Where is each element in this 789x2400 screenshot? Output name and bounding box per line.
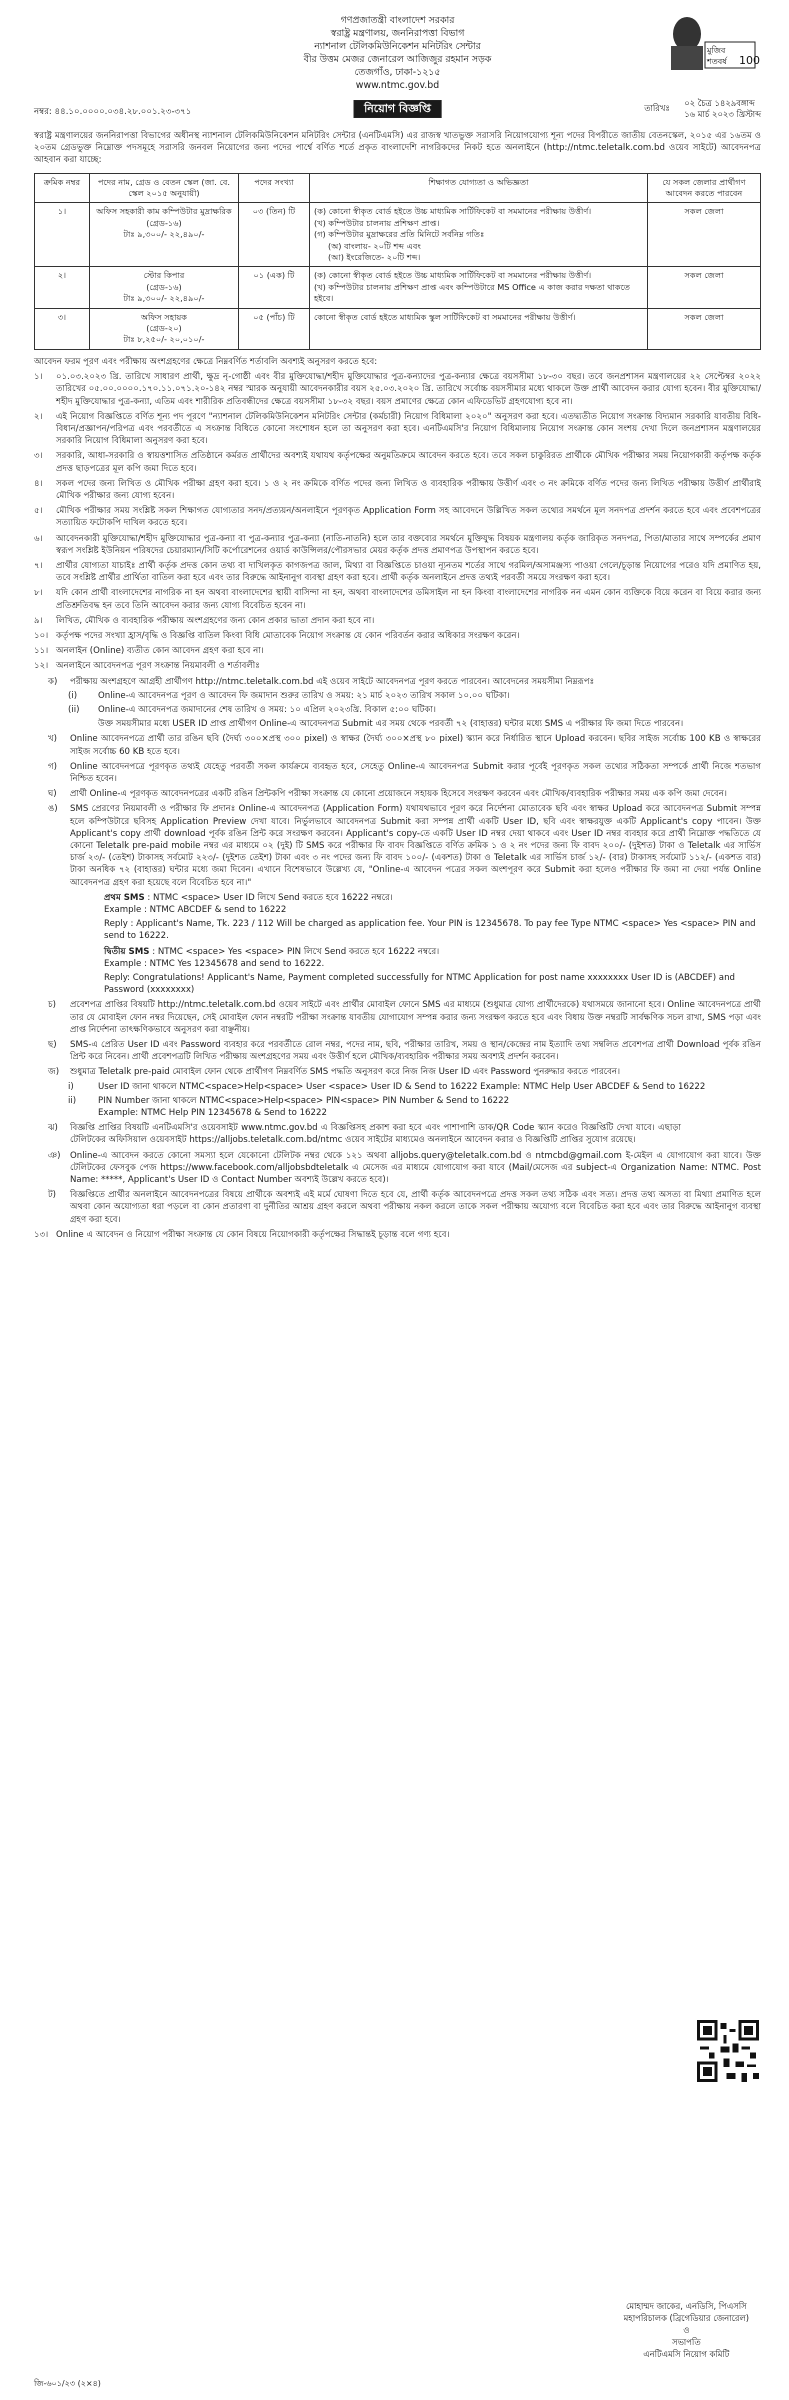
date-label: তারিখঃ — [644, 103, 670, 113]
item-number: ৫। — [34, 506, 43, 517]
row-count: ০১ (এক) টি — [239, 267, 310, 308]
condition-item — [34, 660, 761, 672]
rule-text: বিজ্ঞপ্তিতে প্রার্থীর অনলাইনে আবেদনপত্রের বিষয়ে প্রার্থীকে অবশ্যই এই মর্মে ঘোষণা দিতে হবে যে, প্রার্থী কর্তৃক আবেদনপত্রে প্রদত্ত সকল তথ্য সঠিক এবং সত্য। প্রদত্ত তথ্য অসত্য বা মিথ্যা প্রমাণিত হলে অথবা কোন অযোগ্যতা ধরা পড়লে বা কোন প্রতারণা বা দুর্নীতির আশ্রয় গ্রহণ করলে অথবা পরীক্ষায় নকল করলে তাকে সকল পরীক্ষায় অযোগ্য বলে বিবেচিত করা হবে এবং তার বিরুদ্ধে আইনানুগ ব্যবস্থা গ্রহণ করা হবে। — [70, 1190, 761, 1225]
table-row — [35, 203, 761, 267]
col-qualification: শিক্ষাগত যোগ্যতা ও অভিজ্ঞতা — [310, 173, 648, 203]
qual-line: (খ) কম্পিউটার চালনায় প্রশিক্ষণ প্রাপ্ত এবং কম্পিউটারে MS Office এ কাজ করার দক্ষতা থাকতে হইবে। — [314, 281, 631, 304]
row-serial: ১। — [35, 203, 90, 267]
notice-date — [644, 98, 761, 120]
condition-item — [34, 450, 761, 474]
item-text: ০১.০৩.২০২৩ খ্রি. তারিখে সাধারণ প্রার্থী, ক্ষুদ্র নৃ-গোষ্ঠী এবং বীর মুক্তিযোদ্ধা/শহীদ মুক্তিযোদ্ধার পুত্র-কন্যাদের পুত্র-কন্যার ক্ষেত্রে বয়সসীমা ১৮-৩০ বছর। তবে জনপ্রশাসন মন্ত্রণালয়ের ২২ সেপ্টেম্বর ২০২২ তারিখের ০৫.০০.০০০০.১৭০.১১.০৭১.২০-১৪২ নম্বর স্মারক অনুযায়ী আবেদনকারীর বয়স ২৫.০৩.২০২০ খ্রি. তারিখে সর্বোচ্চ বয়সসীমার মধ্যে থাকলে উক্ত প্রার্থী আবেদন করার যোগ্য হবেন। বীর মুক্তিযোদ্ধা/শহীদ মুক্তিযোদ্ধার পুত্র-কন্যা, এতিম এবং শারীরিক প্রতিবন্ধীদের ক্ষেত্রে বয়সসীমা ১৮-৩২ বছর। বয়স প্রমাণের ক্ষেত্রে কোন এফিডেভিট গ্রহণযোগ্য হবে না। — [56, 372, 761, 407]
item-text: Online এ আবেদন ও নিয়োগ পরীক্ষা সংক্রান্ত যে কোন বিষয়ে নিয়োগকারী কর্তৃপক্ষের সিদ্ধান্তই চূড়ান্ত বলে গণ্য হবে। — [56, 1229, 450, 1240]
row-qualification — [310, 267, 648, 308]
row-districts: সকল জেলা — [648, 203, 761, 267]
item-text: যদি কোন প্রার্থী বাংলাদেশের নাগরিক না হন অথবা বাংলাদেশের স্থায়ী বাসিন্দা না হন, অথবা বাংলাদেশের ডমিসাইল না হন কিংবা বাংলাদেশের নাগরিক নন এমন কোন ব্যক্তিকে বিয়ে করেন বা বিয়ে করার জন্য প্রতিশ্রুতিবদ্ধ হন তবে তিনি আবেদন করার জন্য যোগ্য বিবেচিত হবেন না। — [56, 588, 761, 611]
online-rule-gha: ঘ) প্রার্থী Online-এ পূরণকৃত আবেদনপত্রের একটি রঙিন প্রিন্টকপি পরীক্ষা সংক্রান্ত যে কোনো প্রয়োজনে সহায়ক হিসেবে সংরক্ষণ করবেন এবং মৌখিক/ব্যবহারিক পরীক্ষার সময় এক কপি জমা দেবেন। — [34, 788, 761, 800]
item-text: কর্তৃপক্ষ পদের সংখ্যা হ্রাস/বৃদ্ধি ও বিজ্ঞপ্তি বাতিল কিংবা বিধি মোতাবেক নিয়োগ সংক্রান্ত যে কোন পরিবর্তন করার অধিকার সংরক্ষণ করেন। — [56, 630, 520, 641]
item-text: সকল পদের জন্য লিখিত ও মৌখিক পরীক্ষা গ্রহণ করা হবে। ১ ও ২ নং ক্রমিকে বর্ণিত পদের জন্য লিখিত ও ব্যবহারিক পরীক্ষায় উত্তীর্ণ এবং ৩ নং ক্রমিকে বর্ণিত পদের জন্য লিখিত পরীক্ষায় উত্তীর্ণ প্রার্থীরাই মৌখিক পরীক্ষার জন্য যোগ্য হবেন। — [56, 478, 761, 501]
row-count: ০৩ (তিন) টি — [239, 203, 310, 267]
conditions-intro: আবেদন ফরম পূরণ এবং পরীক্ষায় অংশগ্রহণের ক্ষেত্রে নিম্নবর্ণিত শর্তাবলি অবশ্যই অনুসরণ করতে হবে: — [34, 356, 378, 367]
online-rule-uma: ঙ) SMS প্রেরণের নিয়মাবলী ও পরীক্ষার ফি প্রদানঃ Online-এ আবেদনপত্র (Application Form) যথাযথভাবে পূরণ করে নির্দেশনা মোতাবেক ছবি এবং স্বাক্ষর Upload করে আবেদনপত্র Submit সম্পন্ন হলে কম্পিউটারে ছবিসহ Application Preview দেখা যাবে। নির্ভুলভাবে আবেদনপত্র Submit করা সম্পন্ন প্রার্থী একটি User ID, ছবি এবং স্বাক্ষরযুক্ত একটি Applicant's copy পাবেন। উক্ত Applicant's copy প্রার্থী download পূর্বক রঙিন প্রিন্ট করে সংরক্ষণ করবেন। Applicant's copy-তে একটি User ID নম্বর দেয়া থাকবে এবং User ID নম্বর ব্যবহার করে প্রার্থী নিম্নোক্ত পদ্ধতিতে যে কোনো Teletalk pre-paid mobile নম্বর এর মাধ্যমে ০২ (দুই) টি SMS করে পরীক্ষার ফি বাবদ বিজ্ঞপ্তিতে বর্ণিত ক্রমিক ১ ও ২ নং পদের জন্য ফি বাবদ ২০০/- (দুইশত) টাকা ও Teletalk এর সার্ভিস চার্জ ২৩/- (তেইশ) টাকাসহ সর্বমোট ২২৩/- (দুইশত তেইশ) টাকা এবং ৩ নং পদের জন্য ফি বাবদ ১০০/- (একশত) টাকা ও Teletalk এর সার্ভিস চার্জ ১২/- (বার) টাকাসহ সর্বমোট ১১২/- (একশত বার) টাকা অনধিক ৭২ (বাহাত্তর) ঘন্টার মধ্যে জমা দিবেন। এখানে বিশেষভাবে উল্লেখ্য যে, "Online-এ আবেদন পত্রের সকল অংশপূরণ করে Submit করা হলেও পরীক্ষার ফি জমা না দেয়া পর্যন্ত Online আবেদনপত্র গ্রহণ করা হয়েছে বলে বিবেচিত হবে না।" — [48, 804, 762, 888]
item-number: ৯। — [34, 615, 43, 626]
rule-text: Online-এ আবেদন করতে কোনো সমস্যা হলে যেকোনো টেলিটক নম্বর থেকে ১২১ অথবা alljobs.query@teletalk.com.bd ও ntmcbd@gmail.com ই-মেইল এ যোগাযোগ করা যাবে। উক্ত টেলিটকের ফেসবুক পেজ https://www.facebook.com/alljobsbdteletalk এ মেসেজ এর মাধ্যমে যোগাযোগ করা যাবে (Mail/মেসেজ এর subject-এ Organization Name: NTMC. Post Name: *****, Applicant's User ID ও Contact Number অবশ্যই উল্লেখ করতে হবে)। — [70, 1150, 761, 1186]
col-districts: যে সকল জেলার প্রার্থীগণ আবেদন করতে পারবেন — [648, 173, 761, 203]
item-number: ৩। — [34, 451, 43, 462]
condition-item — [34, 505, 761, 529]
qual-line: (ক) কোনো স্বীকৃত বোর্ড হইতে উচ্চ মাধ্যমিক সার্টিফিকেট বা সমমানের পরীক্ষায় উত্তীর্ণ। — [314, 270, 592, 281]
rule-text: বিজ্ঞপ্তি প্রাপ্তির বিষয়টি এনটিএমসি'র ওয়েবসাইট www.ntmc.gov.bd এ বিজ্ঞপ্তিসহ প্রকাশ করা হবে এবং পাশাপাশি ডাক/QR Code স্ক্যান করেও বিজ্ঞপ্তিটি দেখা যাবে। এছাড়া টেলিটকের অফিসিয়াল ওয়েবসাইট https://alljobs.teletalk.com.bd/ntmc ওয়েব সাইটের মাধ্যমেও অনলাইনে আবেদন করার ও বিজ্ঞপ্তিটি প্রাপ্তির সুযোগ রয়েছে। — [70, 1123, 681, 1146]
online-rule-ja: জ) শুধুমাত্র Teletalk pre-paid মোবাইল ফোন থেকে প্রার্থীগণ নিম্নবর্ণিত SMS পদ্ধতি অনুসরণ করে নিজ নিজ User ID এবং Password পুনরুদ্ধার করতে পারবেন। — [34, 1066, 761, 1078]
notice-title: নিয়োগ বিজ্ঞপ্তি — [353, 100, 442, 118]
svg-text:শতবর্ষ: শতবর্ষ — [707, 57, 727, 66]
sms-format: : NTMC <space> User ID লিখে Send করতে হবে 16222 নম্বরে। — [147, 892, 393, 903]
header-line-road: বীর উত্তম মেজর জেনারেল আজিজুর রহমান সড়ক — [303, 54, 492, 65]
rule-text: Online আবেদনপত্রে প্রার্থী তার রঙিন ছবি (দৈর্ঘ্য ৩০০×প্রস্থ ৩০০ pixel) ও স্বাক্ষর (দৈর্ঘ্য ৩০০×প্রস্থ ৮০ pixel) স্ক্যান করে নির্ধারিত স্থানে Upload করবেন। ছবির সাইজ সর্বোচ্চ 100 KB ও স্বাক্ষরের সাইজ সর্বোচ্চ 60 KB হতে হবে। — [70, 734, 761, 757]
row-qualification — [310, 203, 648, 267]
item-text: এই নিয়োগ বিজ্ঞপ্তিতে বর্ণিত শূন্য পদ পূরণে "ন্যাশনাল টেলিকমিউনিকেশন মনিটরিং সেন্টার (কর্মচারী) নিয়োগ বিধিমালা ২০২০" অনুসরণ করা হবে। এতদ্ব্যতীত নিয়োগ সংক্রান্ত বিদ্যমান সরকারি যাবতীয় বিধি-বিধান/প্রজ্ঞাপন/পরিপত্র এবং পরবর্তীতে এ সংক্রান্ত বিধিতে কোনো সংশোধন হলে তা অনুসরণ করা হবে। এনটিএমসি'র নিয়োগ বিধিমালায় নিয়োগ সংক্রান্ত কোন সংশয় দেখা দিলে জনপ্রশাসন মন্ত্রণালয়ের সরকারি নিয়োগ বিধিমালা অনুসরণ করা হবে। — [56, 411, 761, 447]
online-rule-ga: গ) Online আবেদনপত্রে পূরণকৃত তথ্যই যেহেতু পরবর্তী সকল কার্যক্রমে ব্যবহৃত হবে, সেহেতু Online-এ আবেদনপত্র Submit করার পূর্বেই পূরণকৃত সকল তথ্যের সঠিকতা সম্পর্কে প্রার্থী নিজে শতভাগ নিশ্চিত হবেন। — [48, 761, 761, 784]
item-number: ৪। — [34, 478, 43, 489]
date-english: ১৬ মার্চ ২০২৩ খ্রিস্টাব্দ — [684, 109, 761, 119]
condition-item — [34, 645, 761, 657]
rule-text: PIN Number জানা থাকলে NTMC<space>Help<space> PIN<space> PIN Number & Send to 16222 — [98, 1095, 510, 1106]
committee-role: সভাপতি — [672, 2337, 701, 2347]
condition-item — [34, 371, 761, 408]
online-rule-ja-ii: ii) PIN Number জানা থাকলে NTMC<space>Help<space> PIN<space> PIN Number & Send to 16222 Example: NTMC Help PIN 12345678 & Send to 16222 — [68, 1095, 510, 1119]
condition-item — [34, 560, 761, 584]
condition-item — [34, 630, 761, 642]
qual-line: (অ) বাংলায়- ২০টি শব্দ এবং — [328, 240, 421, 251]
post-name: অফিস সহকারী কাম কম্পিউটার মুদ্রাক্ষরিক — [96, 206, 232, 217]
condition-item — [34, 533, 761, 557]
item-number: ১১। — [34, 646, 49, 657]
sms-reply: Reply: Congratulations! Applicant's Name, Payment completed successfully for NTMC Application for post name xxxxxxxx User ID is (ABCDEF) and Password (xxxxxxxx) — [104, 973, 735, 996]
online-rule-nya: ঞ) Online-এ আবেদন করতে কোনো সমস্যা হলে যেকোনো টেলিটক নম্বর থেকে ১২১ অথবা alljobs.query@teletalk.com.bd ও ntmcbd@gmail.com ই-মেইল এ যোগাযোগ করা যাবে। উক্ত টেলিটকের ফেসবুক পেজ https://www.facebook.com/alljobsbdteletalk এ মেসেজ এর মাধ্যমে যোগাযোগ করা যাবে (Mail/মেসেজ এর subject-এ Organization Name: NTMC. Post Name: *****, Applicant's User ID ও Contact Number অবশ্যই উল্লেখ করতে হবে)। — [48, 1150, 761, 1186]
online-rule-ja-i: i) User ID জানা থাকলে NTMC<space>Help<space> User <space> User ID & Send to 16222 Example: NTMC Help User ABCDEF & Send to 16222 — [34, 1081, 761, 1093]
sms-second — [34, 946, 761, 997]
rule-text: SMS প্রেরণের নিয়মাবলী ও পরীক্ষার ফি প্রদানঃ Online-এ আবেদনপত্র (Application Form) যথাযথভাবে পূরণ করে নির্দেশনা মোতাবেক ছবি এবং স্বাক্ষর Upload করে আবেদনপত্র Submit সম্পন্ন হলে কম্পিউটারে ছবিসহ Application Preview দেখা যাবে। নির্ভুলভাবে আবেদনপত্র Submit করা সম্পন্ন প্রার্থী একটি User ID, ছবি এবং স্বাক্ষরযুক্ত একটি Applicant's copy পাবেন। উক্ত Applicant's copy প্রার্থী download পূর্বক রঙিন প্রিন্ট করে সংরক্ষণ করবেন। Applicant's copy-তে একটি User ID নম্বর দেয়া থাকবে এবং User ID নম্বর ব্যবহার করে প্রার্থী নিম্নোক্ত পদ্ধতিতে যে কোনো Teletalk pre-paid mobile নম্বর এর মাধ্যমে ০২ (দুই) টি SMS করে পরীক্ষার ফি বাবদ বিজ্ঞপ্তিতে বর্ণিত ক্রমিক ১ ও ২ নং পদের জন্য ফি বাবদ ২০০/- (দুইশত) টাকা ও Teletalk এর সার্ভিস চার্জ ২৩/- (তেইশ) টাকাসহ সর্বমোট ২২৩/- (দুইশত তেইশ) টাকা এবং ৩ নং পদের জন্য ফি বাবদ ১০০/- (একশত) টাকা ও Teletalk এর সার্ভিস চার্জ ১২/- (বার) টাকাসহ সর্বমোট ১১২/- (একশত বার) টাকা অনধিক ৭২ (বাহাত্তর) ঘন্টার মধ্যে জমা দিবেন। এখানে বিশেষভাবে উল্লেখ্য যে, "Online-এ আবেদন পত্রের সকল অংশপূরণ করে Submit করা হলেও পরীক্ষার ফি জমা না দেয়া পর্যন্ত Online আবেদনপত্র গ্রহণ করা হয়েছে বলে বিবেচিত হবে না।" — [70, 804, 762, 888]
table-row — [35, 308, 761, 349]
intro-paragraph: স্বরাষ্ট্র মন্ত্রণালয়ের জননিরাপত্তা বিভাগের অধীনস্থ ন্যাশনাল টেলিকমিউনিকেশন মনিটরিং সেন্টার (এনটিএমসি) এর রাজস্ব খাতভুক্ত সরাসরি নিয়োগযোগ্য শূন্য পদের বিপরীতে জাতীয় বেতনস্কেল, ২০১৫ এর ১৬তম ও ২০তম গ্রেডভুক্ত নিম্নোক্ত পদসমূহে সরাসরি জনবল নিয়োগের জন্য পদের পার্শ্বে বর্ণিত শর্তে প্রকৃত বাংলাদেশি নাগরিকদের নিকট হতে অনলাইনে (http://ntmc.teletalk.com.bd ওয়েব সাইটে) আবেদনপত্র আহবান করা যাচ্ছে: — [34, 131, 761, 166]
row-serial: ৩। — [35, 308, 90, 349]
online-rule-ka-i: (i) Online-এ আবেদনপত্র পূরণ ও আবেদন ফি জমাদান শুরুর তারিখ ও সময়: ২১ মার্চ ২০২৩ তারিখ সকাল ১০.০০ ঘটিকা। — [34, 690, 761, 702]
online-rule-ka-note — [34, 718, 761, 730]
post-grade: (গ্রেড-১৬) — [146, 217, 182, 228]
rule-text: SMS-এ প্রেরিত User ID এবং Password ব্যবহার করে পরবর্তীতে রোল নম্বর, পদের নাম, ছবি, পরীক্ষার তারিখ, সময় ও স্থান/কেন্দ্রের নাম ইত্যাদি তথ্য সম্বলিত প্রবেশপত্র প্রার্থী Download পূর্বক রঙিন প্রিন্ট করে নিবেন। প্রার্থী প্রবেশপত্রটি লিখিত পরীক্ষায় অংশগ্রহণের সময় এবং উত্তীর্ণ হলে মৌখিক/ব্যবহারিক পরীক্ষার সময় অবশ্যই প্রদর্শন করবেন। — [70, 1040, 761, 1063]
rule-text: শুধুমাত্র Teletalk pre-paid মোবাইল ফোন থেকে প্রার্থীগণ নিম্নবর্ণিত SMS পদ্ধতি অনুসরণ করে নিজ নিজ User ID এবং Password পুনরুদ্ধার করতে পারবেন। — [70, 1067, 621, 1078]
sms-example: Example : NTMC ABCDEF & send to 16222 — [104, 905, 287, 916]
item-number: ৭। — [34, 560, 43, 571]
sms-reply: Reply : Applicant's Name, Tk. 223 / 112 Will be charged as application fee. Your PIN is 12345678. To pay fee Type NTMC <space> Yes <space> PIN and send to 16222. — [104, 919, 756, 942]
item-text: মৌখিক পরীক্ষার সময় সংশ্লিষ্ট সকল শিক্ষাগত যোগ্যতার সনদ/প্রত্যয়ন/অনলাইনে পূরণকৃত Application Form সহ আবেদনে উল্লিখিত সকল তথ্যের সমর্থনে মূল সনদপত্র প্রদর্শন করতে হবে এবং প্রবেশপত্রের সত্যায়িত ফটোকপি দাখিল করতে হবে। — [56, 506, 761, 529]
row-districts: সকল জেলা — [648, 267, 761, 308]
publication-code: জি-৬০১/২৩ (২×৪) — [34, 2378, 101, 2388]
condition-item-final — [34, 1229, 761, 1241]
rule-text: User ID জানা থাকলে NTMC<space>Help<space> User <space> User ID & Send to 16222 Example: NTMC Help User ABCDEF & Send to 16222 — [98, 1081, 706, 1092]
rule-text: উক্ত সময়সীমার মধ্যে USER ID প্রাপ্ত প্রার্থীগণ Online-এ আবেদনপত্র Submit এর সময় থেকে পরবর্তী ৭২ (বাহাত্তর) ঘন্টার মধ্যে SMS এ পরীক্ষার ফি জমা দিতে পারবেন। — [98, 719, 684, 730]
post-grade: (গ্রেড-১৬) — [146, 281, 182, 292]
condition-item — [34, 478, 761, 502]
col-post: পদের নাম, গ্রেড ও বেতন স্কেল (জা. বে. স্কেল ২০১৫ অনুযায়ী) — [90, 173, 239, 203]
svg-text:100: 100 — [739, 54, 760, 67]
reference-row — [34, 98, 761, 128]
header-line-area: তেজগাঁও, ঢাকা-১২১৫ — [354, 67, 441, 78]
condition-item — [34, 615, 761, 627]
item-number: ১। — [34, 372, 43, 383]
item-text: অনলাইন (Online) ব্যতীত কোন আবেদন গ্রহণ করা হবে না। — [56, 646, 264, 657]
signatory-and: ও — [683, 2325, 690, 2335]
memo-number: নম্বর: ৪৪.১০.০০০০.০৩৪.২৮.০০১.২৩-৩৭১ — [34, 107, 192, 117]
post-name: স্টোর কিপার — [143, 270, 185, 281]
condition-item — [34, 587, 761, 611]
signatory-name: মোহাম্মদ জাকের, এনডিসি, পিএসসি — [625, 2301, 747, 2311]
item-number: ১৩। — [34, 1229, 49, 1240]
table-header-row — [35, 173, 761, 203]
qr-code[interactable] — [697, 2020, 759, 2082]
sms-format: : NTMC <space> Yes <space> PIN লিখে Send করতে হবে 16222 নম্বরে। — [152, 946, 440, 957]
sms-label: দ্বিতীয় SMS — [104, 946, 150, 957]
office-header — [34, 14, 761, 92]
row-districts: সকল জেলা — [648, 308, 761, 349]
header-line-office: ন্যাশনাল টেলিকমিউনিকেশন মনিটরিং সেন্টার — [314, 41, 481, 52]
row-post — [90, 267, 239, 308]
post-name: অফিস সহায়ক — [140, 311, 188, 322]
online-rule-ka-ii: (ii) Online-এ আবেদনপত্র জমাদানের শেষ তারিখ ও সময়: ১০ এপ্রিল ২০২৩খ্রি. বিকাল ৫:০০ ঘটিকা। — [34, 704, 761, 716]
online-rule-chha: ছ) SMS-এ প্রেরিত User ID এবং Password ব্যবহার করে পরবর্তীতে রোল নম্বর, পদের নাম, ছবি, পরীক্ষার তারিখ, সময় ও স্থান/কেন্দ্রের নাম ইত্যাদি তথ্য সম্বলিত প্রবেশপত্র প্রার্থী Download পূর্বক রঙিন প্রিন্ট করে নিবেন। প্রার্থী প্রবেশপত্রটি লিখিত পরীক্ষায় অংশগ্রহণের সময় এবং উত্তীর্ণ হলে মৌখিক/ব্যবহারিক পরীক্ষার সময় অবশ্যই প্রদর্শন করবেন। — [48, 1040, 761, 1063]
qual-line: (ক) কোনো স্বীকৃত বোর্ড হইতে উচ্চ মাধ্যমিক সার্টিফিকেট বা সমমানের পরীক্ষায় উত্তীর্ণ। — [314, 206, 592, 217]
rule-text: প্রার্থী Online-এ পূরণকৃত আবেদনপত্রের একটি রঙিন প্রিন্টকপি পরীক্ষা সংক্রান্ত যে কোনো প্রয়োজনে সহায়ক হিসেবে সংরক্ষণ করবেন এবং মৌখিক/ব্যবহারিক পরীক্ষার সময় এক কপি জমা দেবেন। — [70, 789, 727, 800]
post-grade: (গ্রেড-২০) — [146, 323, 182, 334]
header-line-website[interactable]: www.ntmc.gov.bd — [355, 80, 440, 91]
col-count: পদের সংখ্যা — [239, 173, 310, 203]
item-number: ৬। — [34, 533, 43, 544]
signatory-title: মহাপরিচালক (ব্রিগেডিয়ার জেনারেল) — [623, 2313, 749, 2323]
row-count: ০৫ (পাঁচ) টি — [239, 308, 310, 349]
svg-text:মুজিব: মুজিব — [707, 46, 726, 55]
online-rule-cha: চ) প্রবেশপত্র প্রাপ্তির বিষয়টি http://ntmc.teletalk.com.bd ওয়েব সাইটে এবং প্রার্থীর মোবাইল ফোনে SMS এর মাধ্যমে (শুধুমাত্র যোগ্য প্রার্থীদেরকে) যথাসময়ে জানানো হবে। Online আবেদনপত্রে প্রার্থী তার যে মোবাইল ফোন নম্বর দিয়েছেন, সেই মোবাইল ফোন নম্বরটি পরীক্ষা সংক্রান্ত যাবতীয় যোগাযোগ সম্পন্ন করার জন্য সংরক্ষণ করতে হবে এবং বিধায় উক্ত নম্বরটি সার্বক্ষণিক সচল রাখা, SMS পড়া এবং প্রাপ্ত নির্দেশনা তাৎক্ষণিকভাবে অনুসরণ করা বাঞ্ছনীয়। — [48, 1000, 761, 1035]
item-text: সরকারি, আধা-সরকারি ও স্বায়ত্তশাসিত প্রতিষ্ঠানে কর্মরত প্রার্থীদের অবশ্যই যথাযথ কর্তৃপক্ষের অনুমতিক্রমে আবেদন করতে হবে। তবে সকল চাকুরিরত প্রার্থীকে মৌখিক পরীক্ষার সময় নিয়োগকারী কর্তৃপক্ষ কর্তৃক প্রদত্ত ছাড়পত্রের মূল কপি জমা দিতে হবে। — [56, 451, 761, 474]
condition-item — [34, 411, 761, 448]
qual-line: কোনো স্বীকৃত বোর্ড হইতে মাধ্যমিক স্কুল সার্টিফিকেট বা সমমানের পরীক্ষায় উত্তীর্ণ। — [314, 311, 576, 322]
header-line-govt: গণপ্রজাতন্ত্রী বাংলাদেশ সরকার — [340, 15, 455, 26]
item-text: প্রার্থীর যোগ্যতা যাচাইঃ প্রার্থী কর্তৃক প্রদত্ত কোন তথ্য বা দাখিলকৃত কাগজপত্র জাল, মিথ্যা বা বিজ্ঞপ্তিতে চাওয়া ন্যূনতম শর্তের সাথে গরমিল/অসামঞ্জস্য পাওয়া গেলে/চূড়ান্ত নিয়োগের পরেও যদি প্রমাণিত হয়, তবে সংশ্লিষ্ট প্রার্থীর প্রার্থিতা বাতিল করা হবে এবং তার বিরুদ্ধে আইনানুগ ব্যবস্থা গ্রহণ করা হবে। প্রার্থী কর্তৃক অনলাইনে প্রদত্ত তথ্যই পরবর্তী সময়ে সংরক্ষণ করা হবে। — [56, 560, 761, 584]
item-number: ১২। — [34, 661, 49, 672]
sms-label: প্রথম SMS — [104, 892, 145, 903]
item-text: আবেদনকারী মুক্তিযোদ্ধা/শহীদ মুক্তিযোদ্ধার পুত্র-কন্যা বা পুত্র-কন্যার পুত্র-কন্যা (নাতি-নাতনি) হলে তার বক্তব্যের সমর্থনে মুক্তিযুদ্ধ বিষয়ক মন্ত্রণালয় কর্তৃক জারিকৃত সনদপত্র, পিতা/মাতার সাথে সম্পর্কের প্রমাণ স্বরূপ সংশ্লিষ্ট ইউনিয়ন পরিষদের চেয়ারম্যান/সিটি কর্পোরেশনের ওয়ার্ড কাউন্সিলর/পৌরসভার মেয়র কর্তৃক প্রদত্ত প্রমাণপত্র উপস্থাপন করতে হবে। — [56, 533, 761, 556]
posts-table — [34, 173, 761, 350]
rule-example: Example: NTMC Help PIN 12345678 & Send to 16222 — [98, 1108, 327, 1119]
qual-line: (গ) কম্পিউটার মুদ্রাক্ষরের প্রতি মিনিটে সর্বনিম্ন গতিঃ — [314, 229, 485, 240]
row-post — [90, 308, 239, 349]
row-qualification — [310, 308, 648, 349]
item-number: ১০। — [34, 630, 49, 641]
rule-text: Online-এ আবেদনপত্র পূরণ ও আবেদন ফি জমাদান শুরুর তারিখ ও সময়: ২১ মার্চ ২০২৩ তারিখ সকাল ১০.০০ ঘটিকা। — [98, 690, 510, 701]
post-pay: টাঃ ৯,৩০০/- ২২,৪৯০/- — [123, 229, 205, 240]
item-text: লিখিত, মৌখিক ও ব্যবহারিক পরীক্ষায় অংশগ্রহণের জন্য কোন প্রকার ভাতা প্রদান করা হবে না। — [56, 615, 375, 626]
rule-text: প্রবেশপত্র প্রাপ্তির বিষয়টি http://ntmc.teletalk.com.bd ওয়েব সাইটে এবং প্রার্থীর মোবাইল ফোনে SMS এর মাধ্যমে (শুধুমাত্র যোগ্য প্রার্থীদেরকে) যথাসময়ে জানানো হবে। Online আবেদনপত্রে প্রার্থী তার যে মোবাইল ফোন নম্বর দিয়েছেন, সেই মোবাইল ফোন নম্বরটি পরীক্ষা সংক্রান্ত যাবতীয় যোগাযোগ সম্পন্ন করার জন্য সংরক্ষণ করতে হবে এবং বিধায় উক্ত নম্বরটি সার্বক্ষণিক সচল রাখা, SMS পড়া এবং প্রাপ্ত নির্দেশনা তাৎক্ষণিকভাবে অনুসরণ করা বাঞ্ছনীয়। — [70, 1000, 761, 1035]
table-row — [35, 267, 761, 308]
post-pay: টাঃ ৯,৩০০/- ২২,৪৯০/- — [123, 293, 205, 304]
post-pay: টাঃ ৮,২৫০/- ২০,০১০/- — [123, 334, 205, 345]
item-number: ৮। — [34, 588, 43, 599]
row-serial: ২। — [35, 267, 90, 308]
online-rule-jha: ঝ) বিজ্ঞপ্তি প্রাপ্তির বিষয়টি এনটিএমসি'র ওয়েবসাইট www.ntmc.gov.bd এ বিজ্ঞপ্তিসহ প্রকাশ করা হবে এবং পাশাপাশি ডাক/QR Code স্ক্যান করেও বিজ্ঞপ্তিটি দেখা যাবে। এছাড়া টেলিটকের অফিসিয়াল ওয়েবসাইট https://alljobs.teletalk.com.bd/ntmc ওয়েব সাইটের মাধ্যমেও অনলাইনে আবেদন করার ও বিজ্ঞপ্তিটি প্রাপ্তির সুযোগ রয়েছে। — [48, 1123, 681, 1146]
sms-example: Example : NTMC Yes 12345678 and send to 16222. — [104, 958, 325, 969]
rule-text: Online-এ আবেদনপত্র জমাদানের শেষ তারিখ ও সময়: ১০ এপ্রিল ২০২৩খ্রি. বিকাল ৫:০০ ঘটিকা। — [98, 704, 437, 715]
online-rule-ka: ক) পরীক্ষায় অংশগ্রহণে আগ্রহী প্রার্থীগণ http://ntmc.teletalk.com.bd এই ওয়েব সাইটে আবেদনপত্র পূরণ করতে পারবেন। আবেদনের সময়সীমা নিম্নরূপঃ — [34, 676, 761, 688]
signature-block — [624, 2300, 749, 2360]
rule-text: Online আবেদনপত্রে পূরণকৃত তথ্যই যেহেতু পরবর্তী সকল কার্যক্রমে ব্যবহৃত হবে, সেহেতু Online-এ আবেদনপত্র Submit করার পূর্বেই পূরণকৃত সকল তথ্যের সঠিকতা সম্পর্কে প্রার্থী নিজে শতভাগ নিশ্চিত হবেন। — [70, 761, 761, 784]
online-rule-ta: ট) বিজ্ঞপ্তিতে প্রার্থীর অনলাইনে আবেদনপত্রের বিষয়ে প্রার্থীকে অবশ্যই এই মর্মে ঘোষণা দিতে হবে যে, প্রার্থী কর্তৃক আবেদনপত্রে প্রদত্ত সকল তথ্য সঠিক এবং সত্য। প্রদত্ত তথ্য অসত্য বা মিথ্যা প্রমাণিত হলে অথবা কোন অযোগ্যতা ধরা পড়লে বা কোন প্রতারণা বা দুর্নীতির আশ্রয় গ্রহণ করলে অথবা পরীক্ষায় নকল করলে তাকে সকল পরীক্ষায় অযোগ্য বলে বিবেচিত করা হবে এবং তার বিরুদ্ধে আইনানুগ ব্যবস্থা গ্রহণ করা হবে। — [48, 1190, 761, 1225]
item-text: অনলাইনে আবেদনপত্র পূরণ সংক্রান্ত নিয়মাবলী ও শর্তাবলীঃ — [56, 661, 260, 672]
col-serial: ক্রমিক নম্বর — [35, 173, 90, 203]
sms-first — [34, 892, 761, 943]
committee-name: এনটিএমসি নিয়োগ কমিটি — [643, 2349, 730, 2359]
header-line-ministry: স্বরাষ্ট্র মন্ত্রণালয়, জননিরাপত্তা বিভাগ — [330, 28, 465, 39]
date-bangla: ০২ চৈত্র ১৪২৯বঙ্গাব্দ — [684, 98, 755, 108]
mujib-centenary-logo — [661, 12, 760, 78]
qual-line: (খ) কম্পিউটার চালনায় প্রশিক্ষণ প্রাপ্ত। — [314, 217, 440, 228]
qual-line: (আ) ইংরেজিতে- ২০টি শব্দ। — [328, 252, 421, 263]
rule-text: পরীক্ষায় অংশগ্রহণে আগ্রহী প্রার্থীগণ http://ntmc.teletalk.com.bd এই ওয়েব সাইটে আবেদনপত্র পূরণ করতে পারবেন। আবেদনের সময়সীমা নিম্নরূপঃ — [70, 676, 595, 687]
online-rule-kha: খ) Online আবেদনপত্রে প্রার্থী তার রঙিন ছবি (দৈর্ঘ্য ৩০০×প্রস্থ ৩০০ pixel) ও স্বাক্ষর (দৈর্ঘ্য ৩০০×প্রস্থ ৮০ pixel) স্ক্যান করে নির্ধারিত স্থানে Upload করবেন। ছবির সাইজ সর্বোচ্চ 100 KB ও স্বাক্ষরের সাইজ সর্বোচ্চ 60 KB হতে হবে। — [48, 734, 761, 757]
item-number: ২। — [34, 411, 43, 422]
row-post — [90, 203, 239, 267]
